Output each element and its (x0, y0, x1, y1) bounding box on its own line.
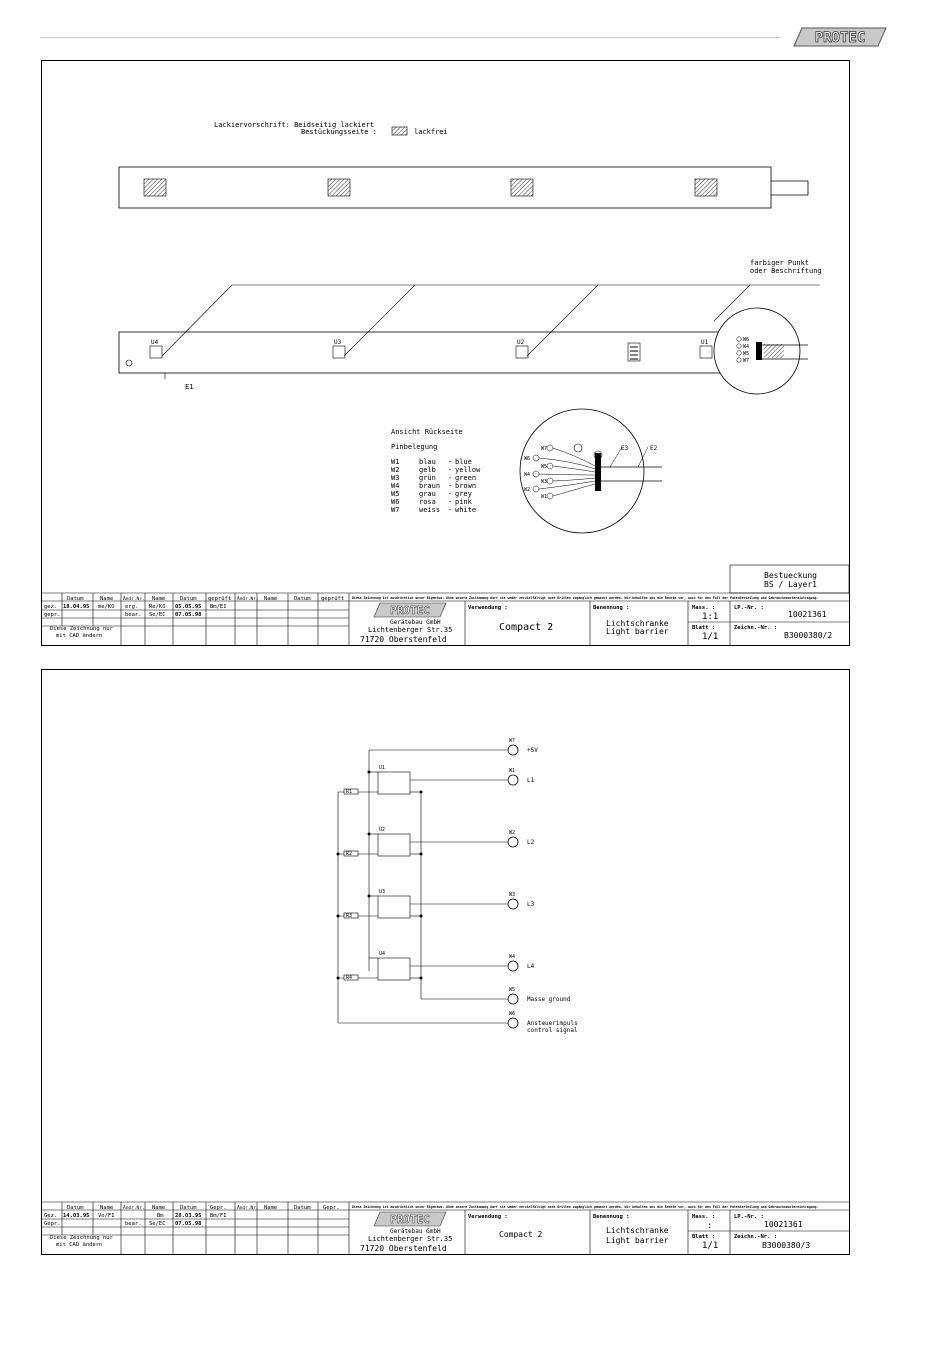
svg-text:grey: grey (455, 490, 472, 498)
mounting-hole (126, 360, 132, 366)
svg-text:W7: W7 (391, 506, 400, 514)
svg-text:Zeichn.-Nr. :: Zeichn.-Nr. : (734, 625, 778, 631)
svg-text:PROTEC: PROTEC (390, 1213, 430, 1226)
svg-text:brown: brown (455, 482, 477, 490)
cable-clamp (756, 342, 762, 360)
svg-text:geprüft: geprüft (208, 596, 232, 602)
svg-text:W3: W3 (391, 474, 400, 482)
drawing-value: B3000380/3 (762, 1241, 811, 1250)
svg-text:14.03.95: 14.03.95 (63, 1213, 90, 1219)
svg-text:yellow: yellow (455, 466, 481, 474)
svg-text:Datum: Datum (294, 596, 311, 602)
svg-text:W5: W5 (541, 464, 548, 470)
svg-text:Diese Zeichnung nur: Diese Zeichnung nur (50, 626, 113, 632)
svg-text:PROTEC: PROTEC (390, 604, 430, 617)
ic-label: U3 (379, 889, 386, 895)
schematic (338, 750, 508, 1023)
resistor-array (628, 343, 640, 361)
svg-text:W6: W6 (509, 1011, 516, 1017)
svg-text:braun: braun (419, 482, 441, 490)
svg-text:-: - (448, 490, 453, 498)
svg-text:Name: Name (100, 596, 114, 602)
svg-text:W4: W4 (524, 472, 531, 478)
svg-text:-: - (448, 466, 453, 474)
wire-label: W5 (743, 351, 750, 357)
pad-free-area (144, 179, 166, 196)
svg-text:W2: W2 (391, 466, 400, 474)
resistor-label: R3 (346, 913, 353, 919)
svg-text:Name: Name (152, 1205, 166, 1211)
rear-detail-circle (520, 409, 644, 533)
pin-table (391, 458, 481, 514)
designation-en: Light barrier (606, 1236, 669, 1245)
svg-text:Name: Name (152, 596, 166, 602)
svg-text:bear.: bear. (125, 612, 142, 618)
svg-text:green: green (455, 474, 477, 482)
svg-text:W1: W1 (391, 458, 400, 466)
svg-text:05.05.95: 05.05.95 (175, 604, 202, 610)
node-label: L4 (527, 963, 535, 970)
paint-note-line1: Lackiervorschrift: Beidseitig lackiert (214, 121, 375, 129)
svg-text:rosa: rosa (419, 498, 436, 506)
wire-label: W7 (743, 358, 750, 364)
svg-text:weiss: weiss (419, 506, 441, 514)
company-logo-block (360, 1212, 452, 1253)
sensor-u3 (333, 339, 345, 358)
ref-e3: E3 (621, 445, 629, 452)
svg-text:Verwendung :: Verwendung : (468, 1214, 508, 1220)
pad-free-area (511, 179, 533, 196)
svg-text:W5: W5 (391, 490, 400, 498)
svg-text:Se/EC: Se/EC (149, 1221, 166, 1227)
resistor-label: R4 (346, 975, 353, 981)
wire-label: W6 (743, 337, 750, 343)
company-name: Gerätebau GmbH (390, 1228, 441, 1235)
svg-text:Datum: Datum (67, 596, 84, 602)
lp-value: 10021361 (788, 610, 827, 619)
svg-text:W3: W3 (509, 892, 516, 898)
svg-text:W5: W5 (509, 987, 516, 993)
stage-2 (338, 834, 508, 856)
svg-text:18.04.95: 18.04.95 (63, 604, 90, 610)
svg-text:W6: W6 (524, 456, 531, 462)
usage-value: Compact 2 (499, 622, 554, 633)
svg-text:grün: grün (419, 474, 436, 482)
scale-value: 1:1 (702, 612, 719, 622)
svg-text:W3: W3 (541, 479, 548, 485)
layer-sub: BS / Layer1 (764, 580, 817, 589)
svg-text:LP.-Nr. :: LP.-Nr. : (734, 605, 764, 611)
svg-text:Gez.: Gez. (44, 1213, 58, 1219)
svg-text:Datum: Datum (180, 1205, 197, 1211)
svg-text:W2: W2 (524, 487, 531, 493)
colored-dot-line2: oder Beschriftung (750, 267, 822, 275)
svg-text:W4: W4 (509, 954, 516, 960)
designation-en: Light barrier (606, 627, 669, 636)
svg-text:-: - (448, 458, 453, 466)
svg-text:mit CAD ändern: mit CAD ändern (56, 633, 103, 639)
svg-text:Mass. :: Mass. : (692, 605, 716, 611)
svg-text:LP.-Nr. :: LP.-Nr. : (734, 1214, 764, 1220)
svg-text:Ändr.Nr.: Ändr.Nr. (123, 597, 145, 602)
svg-text:W1: W1 (509, 768, 516, 774)
node-label: Ansteuerimpuls (527, 1020, 578, 1027)
protec-logo (790, 24, 890, 50)
node-label: L3 (527, 901, 535, 908)
stage-4 (338, 958, 508, 980)
svg-text:W7: W7 (541, 446, 548, 452)
svg-text:Benennung :: Benennung : (593, 1214, 630, 1220)
sensor-u4 (150, 339, 162, 358)
ref-e2: E2 (650, 445, 658, 452)
rear-view-title: Ansicht Rückseite (391, 428, 463, 436)
company-street: Lichtenberger Str.35 (368, 1235, 453, 1243)
svg-text:W6: W6 (391, 498, 400, 506)
designation-de: Lichtschranke (606, 1226, 669, 1235)
company-logo-block (360, 603, 452, 644)
node-label: L2 (527, 839, 535, 846)
resistor-label: R2 (346, 851, 353, 857)
company-city: 71720 Oberstenfeld (360, 635, 447, 644)
ref-e1: E1 (185, 383, 194, 391)
svg-text:Ändr.Nr.: Ändr.Nr. (237, 597, 259, 602)
svg-text:Name: Name (264, 1205, 278, 1211)
svg-text:Ändr.Nr.: Ändr.Nr. (123, 1206, 145, 1211)
stage-1 (338, 772, 508, 794)
svg-text:Benennung :: Benennung : (593, 605, 630, 611)
header-rule (40, 37, 780, 38)
svg-text:07.05.98: 07.05.98 (175, 1221, 202, 1227)
svg-text:blue: blue (455, 458, 472, 466)
svg-text:grau: grau (419, 490, 436, 498)
pin-title: Pinbelegung (391, 443, 438, 451)
svg-text:Se/EC: Se/EC (149, 612, 166, 618)
node-label: L1 (527, 777, 535, 784)
svg-text:Blatt :: Blatt : (692, 1234, 716, 1240)
ic-label: U2 (379, 827, 386, 833)
svg-text:Name: Name (264, 596, 278, 602)
svg-text:gepr.: gepr. (44, 612, 61, 618)
company-street: Lichtenberger Str.35 (368, 626, 453, 634)
ic-label: U4 (379, 951, 386, 957)
svg-text:Datum: Datum (294, 1205, 311, 1211)
svg-text:Gepr.: Gepr. (323, 1205, 340, 1211)
resistor-label: R1 (346, 789, 353, 795)
sheet-value: 1/1 (702, 1241, 719, 1251)
node-label: Masse ground (527, 996, 571, 1003)
pad-free-area (695, 179, 717, 196)
svg-text:Verwendung :: Verwendung : (468, 605, 508, 611)
svg-text:-: - (448, 498, 453, 506)
wire-label: W4 (743, 344, 750, 350)
svg-text:me/KO: me/KO (98, 604, 115, 610)
svg-text:Vo/FI: Vo/FI (98, 1213, 115, 1219)
svg-text:-: - (448, 506, 453, 514)
terminals (508, 745, 518, 1028)
copyright-note: Diese Zeichnung ist ausdrücklich unser Eigentum. Ohne unsere Zustimmung darf sie weder vervielfältigt noch Dritten zugänglich gemacht werden. Wir behalten uns die Rechte vor, auch für den Fall der Patenterteilung und Gebrauchsmustereintragung. (352, 596, 819, 600)
designation-de: Lichtschranke (606, 619, 669, 628)
svg-text:mit CAD ändern: mit CAD ändern (56, 1242, 103, 1248)
pcb-component-view (119, 332, 771, 373)
svg-text:Blatt :: Blatt : (692, 625, 716, 631)
company-name: Gerätebau GmbH (390, 619, 441, 626)
stage-3 (338, 896, 508, 918)
ref-u3: U3 (334, 339, 342, 346)
svg-text:Datum: Datum (180, 596, 197, 602)
rear-wires (524, 445, 595, 500)
svg-text:Gepr.: Gepr. (44, 1221, 61, 1227)
svg-text:-: - (448, 482, 453, 490)
svg-text:erg.: erg. (125, 604, 139, 610)
svg-text:W2: W2 (509, 830, 516, 836)
hatch-legend-icon (392, 127, 407, 135)
ref-u4: U4 (151, 339, 159, 346)
svg-text:gez.: gez. (44, 604, 58, 610)
pcb-top-view (119, 167, 771, 208)
control-signal-label: control signal (527, 1027, 578, 1034)
svg-text:07.05.98: 07.05.98 (175, 612, 202, 618)
svg-text:Re/KO: Re/KO (149, 604, 166, 610)
svg-text:W1: W1 (541, 494, 548, 500)
svg-text:Zeichn.-Nr. :: Zeichn.-Nr. : (734, 1234, 778, 1240)
ic-label: U1 (379, 765, 386, 771)
drawing-sheet-2 (41, 669, 850, 1255)
svg-text:W7: W7 (509, 738, 516, 744)
logo-text: PROTEC (814, 30, 866, 46)
svg-text:blau: blau (419, 458, 436, 466)
svg-text:pink: pink (455, 498, 472, 506)
pad-free-area (328, 179, 350, 196)
paint-note-line2: Bestückungsseite : (301, 128, 377, 136)
layer-title: Bestueckung (764, 571, 817, 580)
svg-text:Bm/EI: Bm/EI (210, 604, 227, 610)
svg-text:Gepr.: Gepr. (210, 1205, 227, 1211)
svg-text:W4: W4 (391, 482, 400, 490)
svg-text:Bm: Bm (157, 1213, 164, 1219)
svg-text:white: white (455, 506, 477, 514)
sheet-value: 1/1 (702, 632, 719, 642)
company-city: 71720 Oberstenfeld (360, 1244, 447, 1253)
ref-u1: U1 (701, 339, 709, 346)
svg-text:geprüft: geprüft (321, 596, 345, 602)
copyright-note: Diese Zeichnung ist ausdrücklich unser Eigentum. Ohne unsere Zustimmung darf sie weder vervielfältigt noch Dritten zugänglich gemacht werden. Wir behalten uns die Rechte vor, auch für den Fall der Patenterteilung und Gebrauchsmustereintragung. (352, 1205, 819, 1209)
lp-value: 10021361 (764, 1220, 803, 1229)
ref-u2: U2 (517, 339, 525, 346)
node-label: +5V (527, 747, 538, 754)
svg-text:-: - (448, 474, 453, 482)
drawing-value: B3000380/2 (784, 631, 833, 640)
svg-text:28.03.95: 28.03.95 (175, 1213, 202, 1219)
svg-text:Bm/FI: Bm/FI (210, 1213, 227, 1219)
drawing-sheet-1 (41, 60, 850, 646)
svg-text:bear.: bear. (125, 1221, 142, 1227)
svg-text:gelb: gelb (419, 466, 436, 474)
svg-text:Ändr.Nr.: Ändr.Nr. (237, 1206, 259, 1211)
paint-note-free: lackfrei (414, 128, 448, 136)
scale-value: : (707, 1221, 713, 1231)
colored-dot-line1: farbiger Punkt (750, 259, 810, 267)
sensor-u2 (516, 339, 528, 358)
svg-text:Mass. :: Mass. : (692, 1214, 716, 1220)
svg-text:Diese Zeichnung nur: Diese Zeichnung nur (50, 1235, 113, 1241)
svg-text:Datum: Datum (67, 1205, 84, 1211)
svg-text:Name: Name (100, 1205, 114, 1211)
usage-value: Compact 2 (499, 1230, 543, 1239)
sensor-u1 (700, 339, 712, 358)
